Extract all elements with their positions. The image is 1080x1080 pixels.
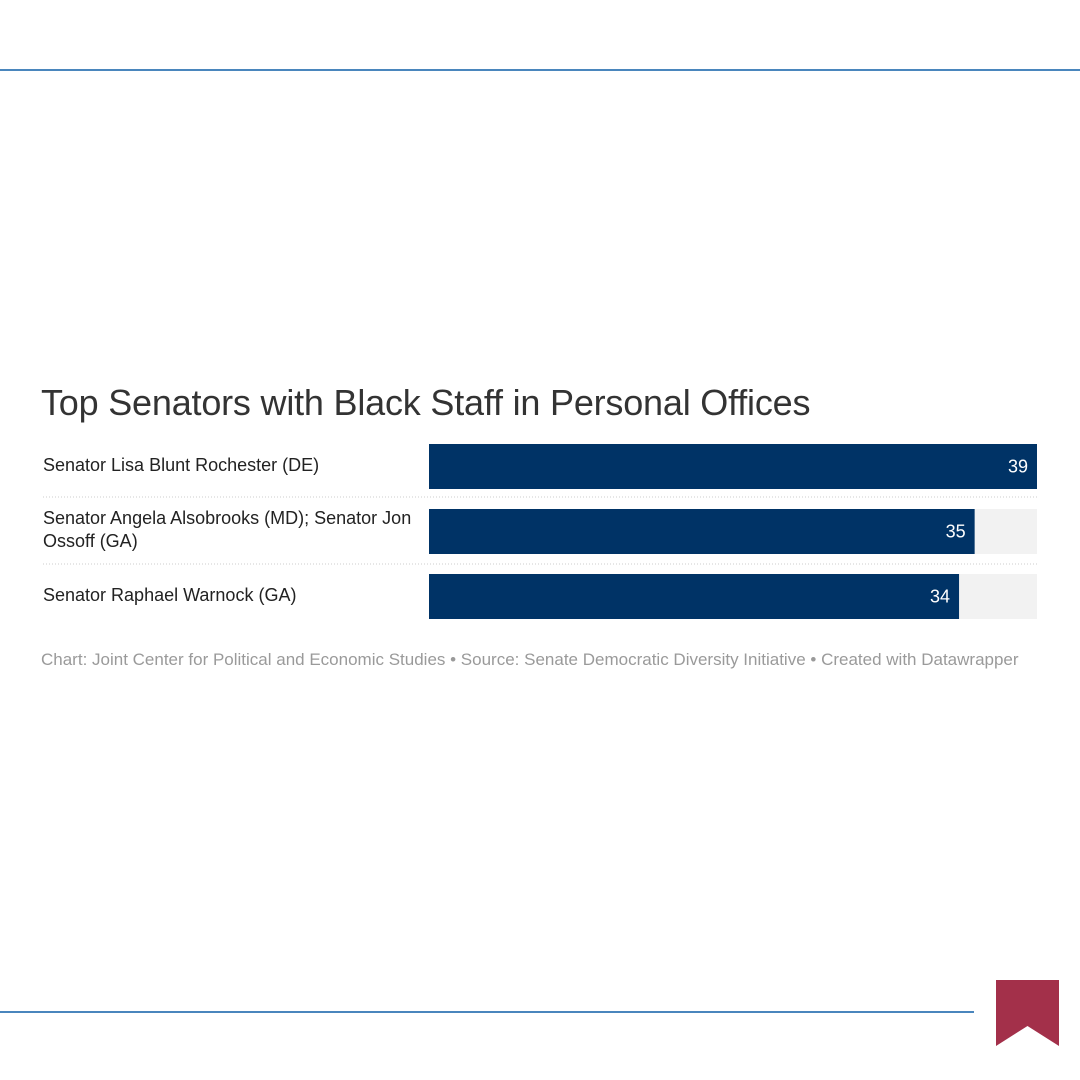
- chart-title: Top Senators with Black Staff in Personal Offices: [41, 382, 811, 423]
- bar-value-label-1: 39: [1007, 456, 1028, 477]
- category-label-1: Senator Lisa Blunt Rochester (DE): [43, 455, 320, 475]
- chart-footer: Chart: Joint Center for Political and Economic Studies • Source: Senate Democratic Diversity Initiative • Created with Datawrapper: [41, 650, 1019, 669]
- bar-2: [429, 509, 975, 554]
- bar-1: [429, 444, 1037, 489]
- bottom-divider: [0, 1011, 974, 1013]
- category-label-2: Senator Angela Alsobrooks (MD); Senator Jon Ossoff (GA): [43, 508, 412, 551]
- category-label-3: Senator Raphael Warnock (GA): [43, 585, 297, 605]
- bar-value-label-2: 35: [945, 521, 966, 542]
- bookmark-icon: [996, 980, 1059, 1046]
- bar-value-label-3: 34: [930, 586, 951, 607]
- bar-3: [429, 574, 959, 619]
